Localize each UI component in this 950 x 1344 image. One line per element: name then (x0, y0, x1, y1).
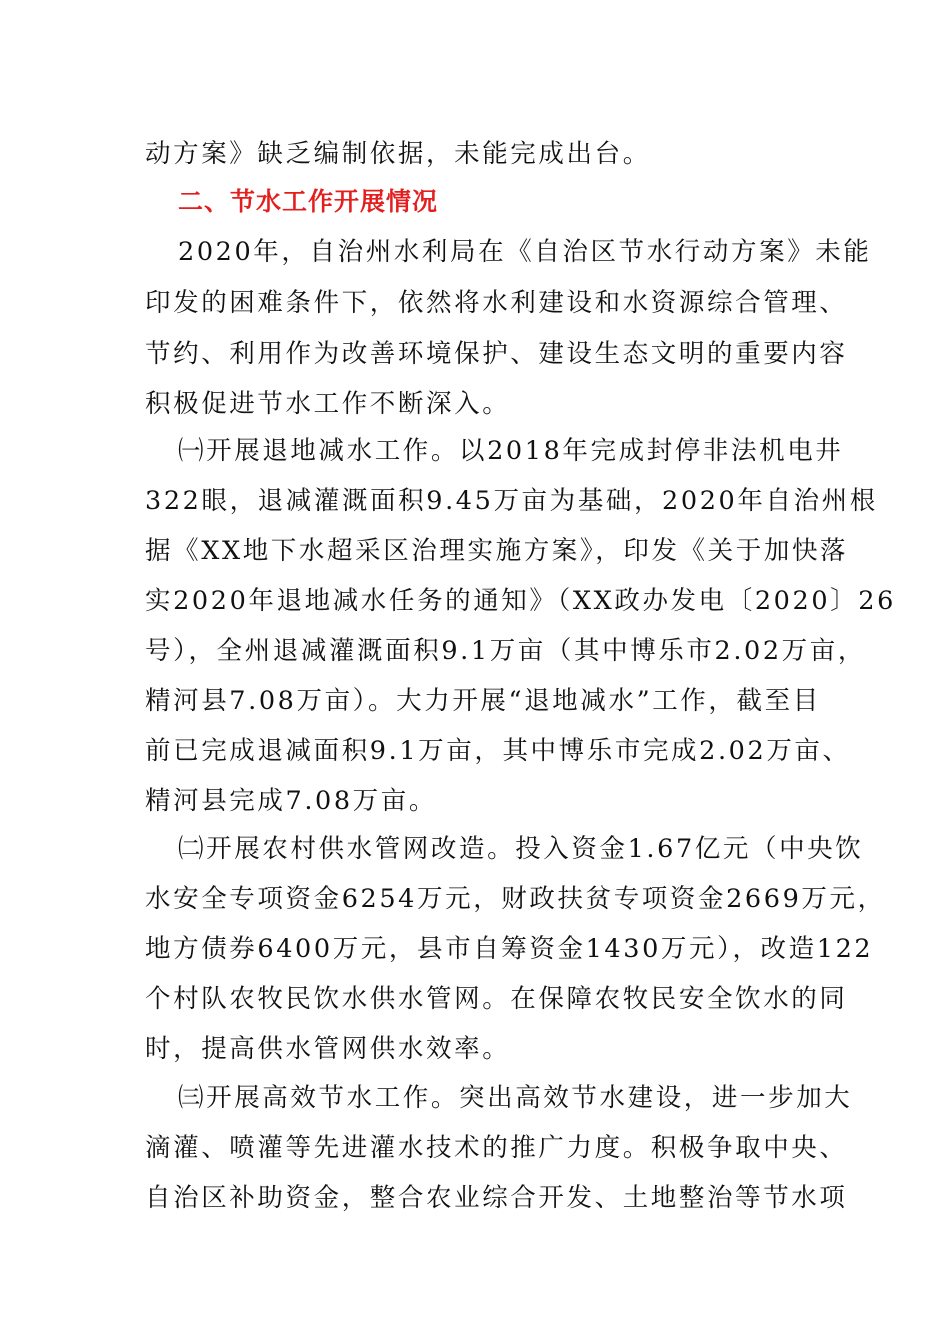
text-line-continuation: 动方案》缺乏编制依据，未能完成出台。 (145, 139, 651, 169)
paragraph-item-3-line: ㈢开展高效节水工作。突出高效节水建设，进一步加大 (178, 1083, 853, 1113)
paragraph-item-1-line: 精河县7.08万亩）。大力开展“退地减水”工作，截至目 (145, 686, 821, 716)
paragraph-item-3-line: 自治区补助资金，整合农业综合开发、土地整治等节水项 (145, 1183, 848, 1213)
paragraph-item-1-line: 号），全州退减灌溉面积9.1万亩（其中博乐市2.02万亩， (145, 636, 866, 666)
paragraph-intro-line: 2020年，自治州水利局在《自治区节水行动方案》未能 (178, 237, 872, 267)
paragraph-item-3-line: 滴灌、喷灌等先进灌水技术的推广力度。积极争取中央、 (145, 1133, 848, 1163)
paragraph-intro-line: 印发的困难条件下，依然将水利建设和水资源综合管理、 (145, 288, 848, 318)
paragraph-item-2-line: 个村队农牧民饮水供水管网。在保障农牧民安全饮水的同 (145, 984, 848, 1014)
section-heading: 二、节水工作开展情况 (178, 187, 439, 216)
paragraph-intro-line: 节约、利用作为改善环境保护、建设生态文明的重要内容 (145, 339, 848, 369)
paragraph-item-2-line: 水安全专项资金6254万元，财政扶贫专项资金2669万元， (145, 884, 886, 914)
paragraph-item-2-line: 地方债券6400万元，县市自筹资金1430万元），改造122 (145, 934, 874, 964)
paragraph-item-1-line: ㈠开展退地减水工作。以2018年完成封停非法机电井 (178, 436, 844, 466)
paragraph-item-2-line: 时，提高供水管网供水效率。 (145, 1034, 511, 1064)
paragraph-item-1-line: 精河县完成7.08万亩。 (145, 786, 437, 816)
paragraph-item-1-line: 据《XX地下水超采区治理实施方案》，印发《关于加快落 (145, 536, 849, 566)
paragraph-item-1-line: 322眼，退减灌溉面积9.45万亩为基础，2020年自治州根 (145, 486, 878, 516)
paragraph-item-2-line: ㈡开展农村供水管网改造。投入资金1.67亿元（中央饮 (178, 834, 864, 864)
paragraph-intro-line: 积极促进节水工作不断深入。 (145, 389, 511, 419)
paragraph-item-1-line: 实2020年退地减水任务的通知》（XX政办发电〔2020〕26 (145, 586, 896, 616)
paragraph-item-1-line: 前已完成退减面积9.1万亩，其中博乐市完成2.02万亩、 (145, 736, 851, 766)
